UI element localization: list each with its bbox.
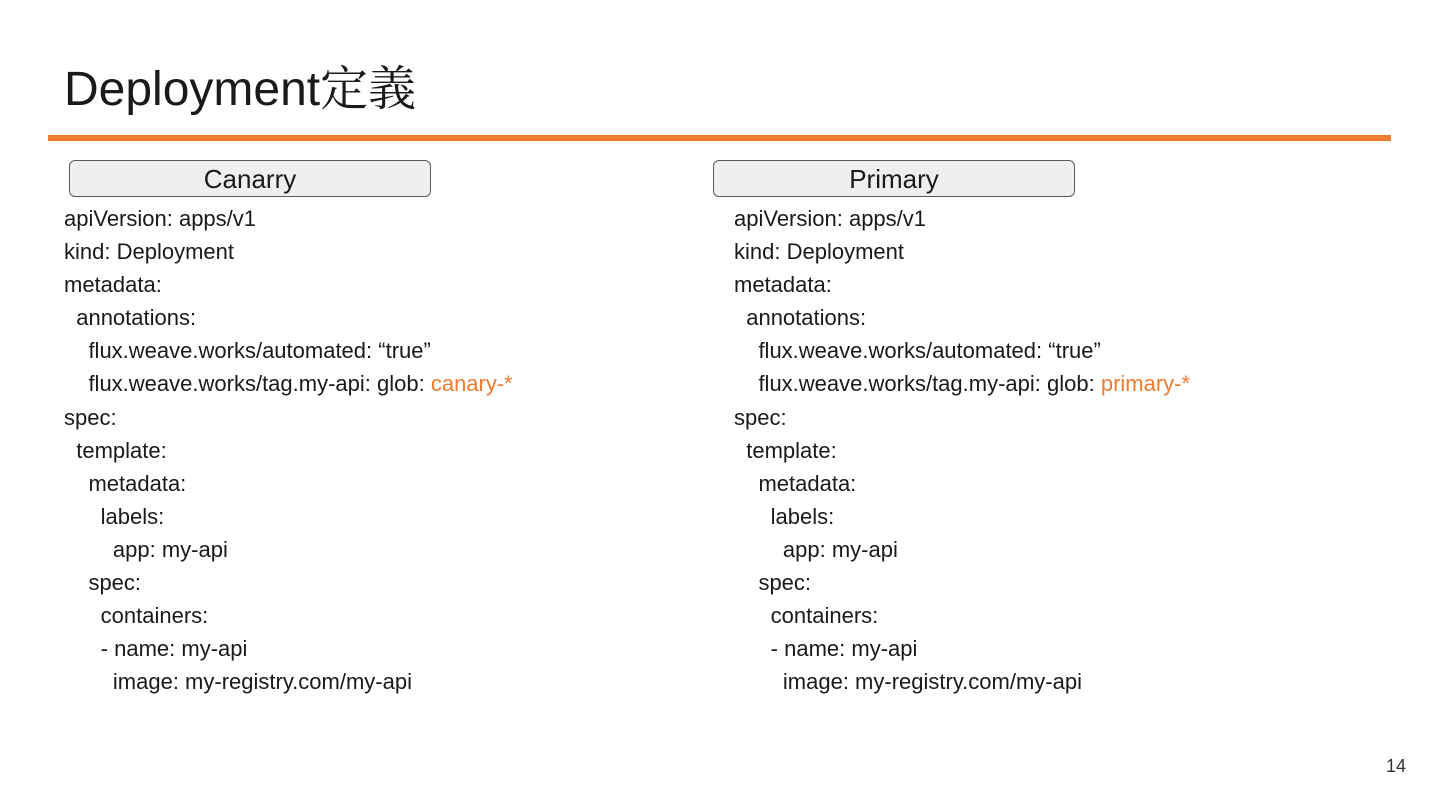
code-text: flux.weave.works/tag.my-api: glob: (64, 371, 431, 397)
canary-yaml-code (64, 202, 513, 698)
code-text: metadata: (734, 272, 832, 298)
primary-yaml-code (734, 202, 1190, 698)
code-line (734, 301, 1190, 334)
code-line (734, 632, 1190, 665)
code-text: containers: (734, 603, 879, 629)
code-text: spec: (734, 570, 812, 596)
code-line (64, 500, 513, 533)
code-text: - name: my-api (64, 636, 248, 662)
glob-pattern-value: primary-* (1100, 371, 1191, 397)
code-text: spec: (734, 404, 787, 430)
code-text: image: my-registry.com/my-api (64, 669, 412, 695)
code-text: kind: Deployment (64, 239, 234, 265)
code-line (64, 301, 513, 334)
code-text: apiVersion: apps/v1 (64, 206, 257, 231)
code-text: annotations: (734, 305, 867, 331)
code-text: apiVersion: apps/v1 (734, 206, 927, 231)
code-line (734, 334, 1190, 367)
code-line (734, 500, 1190, 533)
slide-title: Deployment定義 (64, 63, 417, 116)
code-line (734, 566, 1190, 599)
code-line (64, 632, 513, 665)
code-line (64, 434, 513, 467)
code-text: metadata: (64, 470, 187, 496)
code-text: labels: (734, 503, 835, 529)
code-line (64, 401, 513, 434)
code-text: image: my-registry.com/my-api (734, 669, 1082, 695)
code-line (734, 533, 1190, 566)
code-text: metadata: (734, 470, 857, 496)
code-text: app: my-api (64, 536, 228, 562)
code-line (64, 202, 513, 235)
code-line (734, 268, 1190, 301)
code-text: flux.weave.works/automated: “true” (734, 338, 1101, 364)
code-text: annotations: (64, 305, 197, 331)
code-text: spec: (64, 404, 117, 430)
canary-label-box: Canarry (69, 160, 431, 197)
code-line (64, 367, 513, 400)
code-line (64, 665, 513, 698)
code-line (64, 334, 513, 367)
code-text: containers: (64, 603, 209, 629)
code-text: - name: my-api (734, 636, 918, 662)
code-line (64, 533, 513, 566)
code-line (64, 599, 513, 632)
code-line (734, 467, 1190, 500)
code-line (734, 665, 1190, 698)
code-line (734, 401, 1190, 434)
code-line (734, 235, 1190, 268)
code-text: flux.weave.works/tag.my-api: glob: (734, 371, 1101, 397)
code-line (64, 566, 513, 599)
code-text: flux.weave.works/automated: “true” (64, 338, 431, 364)
page-number: 14 (1385, 756, 1406, 776)
code-text: kind: Deployment (734, 239, 904, 265)
code-line (64, 467, 513, 500)
code-text: template: (734, 437, 837, 463)
code-line (734, 202, 1190, 235)
code-text: labels: (64, 503, 165, 529)
primary-label-box: Primary (713, 160, 1075, 197)
code-text: metadata: (64, 272, 162, 298)
glob-pattern-value: canary-* (430, 371, 513, 397)
code-text: template: (64, 437, 167, 463)
code-text: app: my-api (734, 536, 898, 562)
code-line (64, 268, 513, 301)
title-underline (48, 135, 1391, 141)
code-line (734, 434, 1190, 467)
code-line (734, 599, 1190, 632)
code-text: spec: (64, 570, 142, 596)
code-line (64, 235, 513, 268)
code-line (734, 367, 1190, 400)
